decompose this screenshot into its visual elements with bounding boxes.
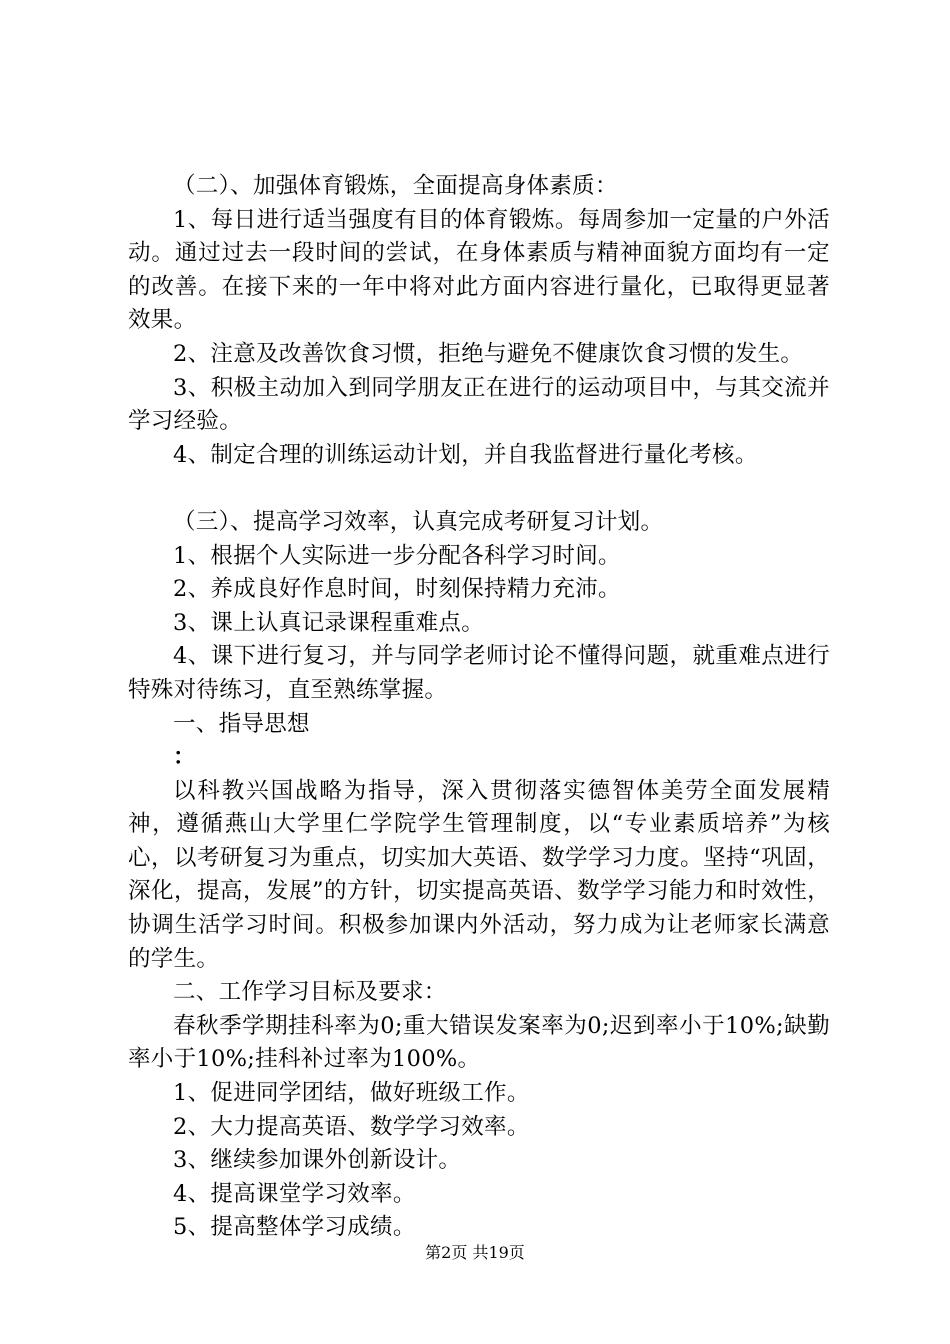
list-item: 5、提高整体学习成绩。 (173, 1214, 416, 1241)
list-item: 2、养成良好作息时间，时刻保持精力充沛。 (173, 576, 621, 603)
list-item: 2、注意及改善饮食习惯，拒绝与避免不健康饮食习惯的发生。 (173, 340, 804, 367)
section-heading-study: （三）、提高学习效率，认真完成考研复习计划。 (173, 508, 664, 535)
section-heading-physical: （二）、加强体育锻炼，全面提高身体素质： (173, 173, 618, 199)
list-item: 3、课上认真记录课程重难点。 (173, 609, 485, 636)
section-heading-goals: 二、工作学习目标及要求： (173, 979, 447, 1006)
list-item: 1、根据个人实际进一步分配各科学习时间。 (173, 542, 621, 569)
guiding-colon: ： (173, 744, 196, 771)
list-item: 3、积极主动加入到同学朋友正在进行的运动项目中，与其交流并学习经验。 (128, 374, 830, 435)
list-item: 4、制定合理的训练运动计划，并自我监督进行量化考核。 (173, 441, 758, 468)
list-item: 1、每日进行适当强度有目的体育锻炼。每周参加一定量的户外活动。通过过去一段时间的尝试，在身体素质与精神面貌方面均有一定的改善。在接下来的一年中将对此方面内容进行量化，已取得更显著效果。 (128, 206, 830, 334)
guiding-body: 以科教兴国战略为指导，深入贯彻落实德智体美劳全面发展精神，遵循燕山大学里仁学院学生管理制度，以“专业素质培养”为核心，以考研复习为重点，切实加大英语、数学学习力度。坚持“巩固，深化，提高，发展”的方针，切实提高英语、数学学习能力和时效性，协调生活学习时间。积极参加课内外活动，努力成为让老师家长满意的学生。 (128, 777, 830, 972)
list-item: 1、促进同学团结，做好班级工作。 (173, 1080, 530, 1107)
section-heading-guiding: 一、指导思想 (173, 710, 310, 737)
list-item: 2、大力提高英语、数学学习效率。 (173, 1113, 530, 1140)
document-body (128, 170, 830, 1245)
list-item: 4、课下进行复习，并与同学老师讨论不懂得问题，就重难点进行特殊对待练习，直至熟练掌握。 (128, 643, 830, 703)
page-number-footer: 第2页 共19页 (425, 1243, 525, 1262)
list-item: 3、继续参加课外创新设计。 (173, 1147, 462, 1174)
list-item: 4、提高课堂学习效率。 (173, 1180, 416, 1207)
goals-rates: 春秋季学期挂科率为0;重大错误发案率为0;迟到率小于10%;缺勤率小于10%;挂科补过率为100%。 (128, 1012, 830, 1073)
